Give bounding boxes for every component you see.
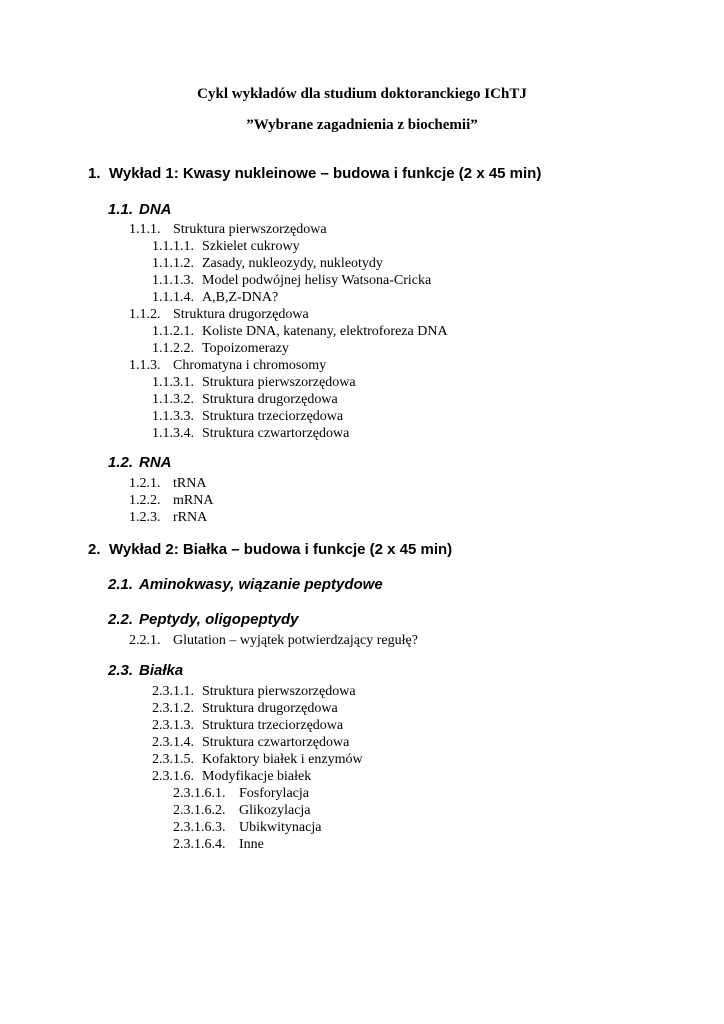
item-number: 1.1.1.3. — [152, 273, 194, 288]
outline-item — [152, 323, 448, 340]
outline-item — [152, 374, 356, 391]
item-label: Ubikwitynacja — [239, 820, 322, 835]
outline-item — [152, 751, 363, 768]
item-label: Struktura czwartorzędowa — [202, 735, 350, 750]
outline-item — [173, 836, 264, 853]
outline-item — [129, 492, 213, 509]
item-number: 1.1.3. — [129, 358, 161, 373]
item-number: 1.1.2. — [129, 307, 161, 322]
item-label: Struktura pierwszorzędowa — [202, 375, 356, 390]
item-number: 2.3.1.4. — [152, 735, 194, 750]
item-number: 1.1.2.1. — [152, 324, 194, 339]
section-number: 2.1. — [108, 576, 134, 593]
item-number: 2.3.1.6.4. — [173, 837, 226, 852]
outline-item — [152, 238, 300, 255]
item-number: 1.1.3.1. — [152, 375, 194, 390]
item-number: 1.1.3.2. — [152, 392, 194, 407]
item-number: 1.1.1.2. — [152, 256, 194, 271]
lecture-number: 1. — [88, 165, 101, 182]
item-label: Model podwójnej helisy Watsona-Cricka — [202, 273, 432, 288]
item-label: Struktura czwartorzędowa — [202, 426, 350, 441]
item-number: 1.1.3.3. — [152, 409, 194, 424]
outline-item — [173, 785, 309, 802]
item-label: Chromatyna i chromosomy — [173, 358, 327, 373]
lecture-title: Wykład 1: Kwasy nukleinowe – budowa i funkcje (2 x 45 min) — [109, 165, 542, 182]
item-label: tRNA — [173, 476, 207, 491]
lecture-number: 2. — [88, 541, 101, 558]
item-number: 2.2.1. — [129, 633, 161, 648]
outline-item — [152, 425, 349, 442]
outline-item — [152, 717, 343, 734]
section-heading — [108, 454, 172, 471]
item-label: Fosforylacja — [239, 786, 309, 801]
outline-item — [152, 683, 356, 700]
document-title: Cykl wykładów dla studium doktoranckiego IChTJ — [197, 86, 527, 102]
item-label: Struktura trzeciorzędowa — [202, 718, 344, 733]
outline-item — [173, 802, 311, 819]
document-subtitle: ”Wybrane zagadnienia z biochemii” — [246, 117, 478, 133]
item-label: Zasady, nukleozydy, nukleotydy — [202, 256, 383, 271]
section-heading — [108, 611, 298, 628]
outline-item — [129, 221, 327, 238]
outline-item — [129, 632, 418, 649]
outline-item — [152, 408, 343, 425]
item-number: 1.1.2.2. — [152, 341, 194, 356]
outline-item — [173, 819, 321, 836]
section-number: 1.2. — [108, 454, 134, 471]
outline-item — [152, 391, 338, 408]
outline-item — [129, 509, 207, 526]
item-label: Glutation – wyjątek potwierdzający regułę? — [173, 633, 418, 648]
item-number: 2.3.1.6.2. — [173, 803, 226, 818]
item-label: Glikozylacja — [239, 803, 311, 818]
item-number: 2.3.1.5. — [152, 752, 194, 767]
item-number: 1.1.1.1. — [152, 239, 194, 254]
item-number: 1.2.3. — [129, 510, 161, 525]
item-label: Szkielet cukrowy — [202, 239, 300, 254]
item-label: Struktura drugorzędowa — [173, 307, 309, 322]
section-title: DNA — [139, 201, 172, 218]
outline-item — [152, 700, 338, 717]
section-heading — [108, 576, 383, 593]
item-label: Modyfikacje białek — [202, 769, 312, 784]
section-number: 2.2. — [108, 611, 134, 628]
item-label: Koliste DNA, katenany, elektroforeza DNA — [202, 324, 448, 339]
section-heading — [108, 662, 183, 679]
item-number: 2.3.1.1. — [152, 684, 194, 699]
outline-item — [152, 734, 349, 751]
item-number: 2.3.1.6.3. — [173, 820, 226, 835]
lecture-heading — [88, 541, 452, 558]
item-label: mRNA — [173, 493, 214, 508]
lecture-heading — [88, 165, 541, 182]
outline-item — [152, 255, 383, 272]
section-title: Aminokwasy, wiązanie peptydowe — [139, 576, 383, 593]
section-number: 2.3. — [108, 662, 134, 679]
item-number: 2.3.1.6.1. — [173, 786, 226, 801]
lecture-title: Wykład 2: Białka – budowa i funkcje (2 x 45 min) — [109, 541, 453, 558]
item-number: 1.1.1.4. — [152, 290, 194, 305]
item-label: Topoizomerazy — [202, 341, 289, 356]
item-number: 2.3.1.2. — [152, 701, 194, 716]
section-heading — [108, 201, 172, 218]
item-number: 1.2.2. — [129, 493, 161, 508]
section-number: 1.1. — [108, 201, 134, 218]
item-number: 1.1.1. — [129, 222, 161, 237]
outline-item — [129, 475, 206, 492]
item-number: 1.2.1. — [129, 476, 161, 491]
item-label: rRNA — [173, 510, 208, 525]
item-label: A,B,Z-DNA? — [202, 290, 279, 305]
item-label: Struktura pierwszorzędowa — [173, 222, 327, 237]
outline-item — [152, 768, 311, 785]
item-label: Struktura drugorzędowa — [202, 701, 338, 716]
item-number: 2.3.1.3. — [152, 718, 194, 733]
outline-item — [152, 340, 289, 357]
outline-item — [152, 272, 431, 289]
outline-item — [129, 357, 326, 374]
section-title: RNA — [139, 454, 172, 471]
item-number: 2.3.1.6. — [152, 769, 194, 784]
item-label: Inne — [239, 837, 264, 852]
section-title: Białka — [139, 662, 184, 679]
item-label: Struktura pierwszorzędowa — [202, 684, 356, 699]
item-label: Kofaktory białek i enzymów — [202, 752, 363, 767]
item-number: 1.1.3.4. — [152, 426, 194, 441]
item-label: Struktura drugorzędowa — [202, 392, 338, 407]
section-title: Peptydy, oligopeptydy — [139, 611, 299, 628]
outline-item — [129, 306, 309, 323]
outline-item — [152, 289, 278, 306]
item-label: Struktura trzeciorzędowa — [202, 409, 344, 424]
